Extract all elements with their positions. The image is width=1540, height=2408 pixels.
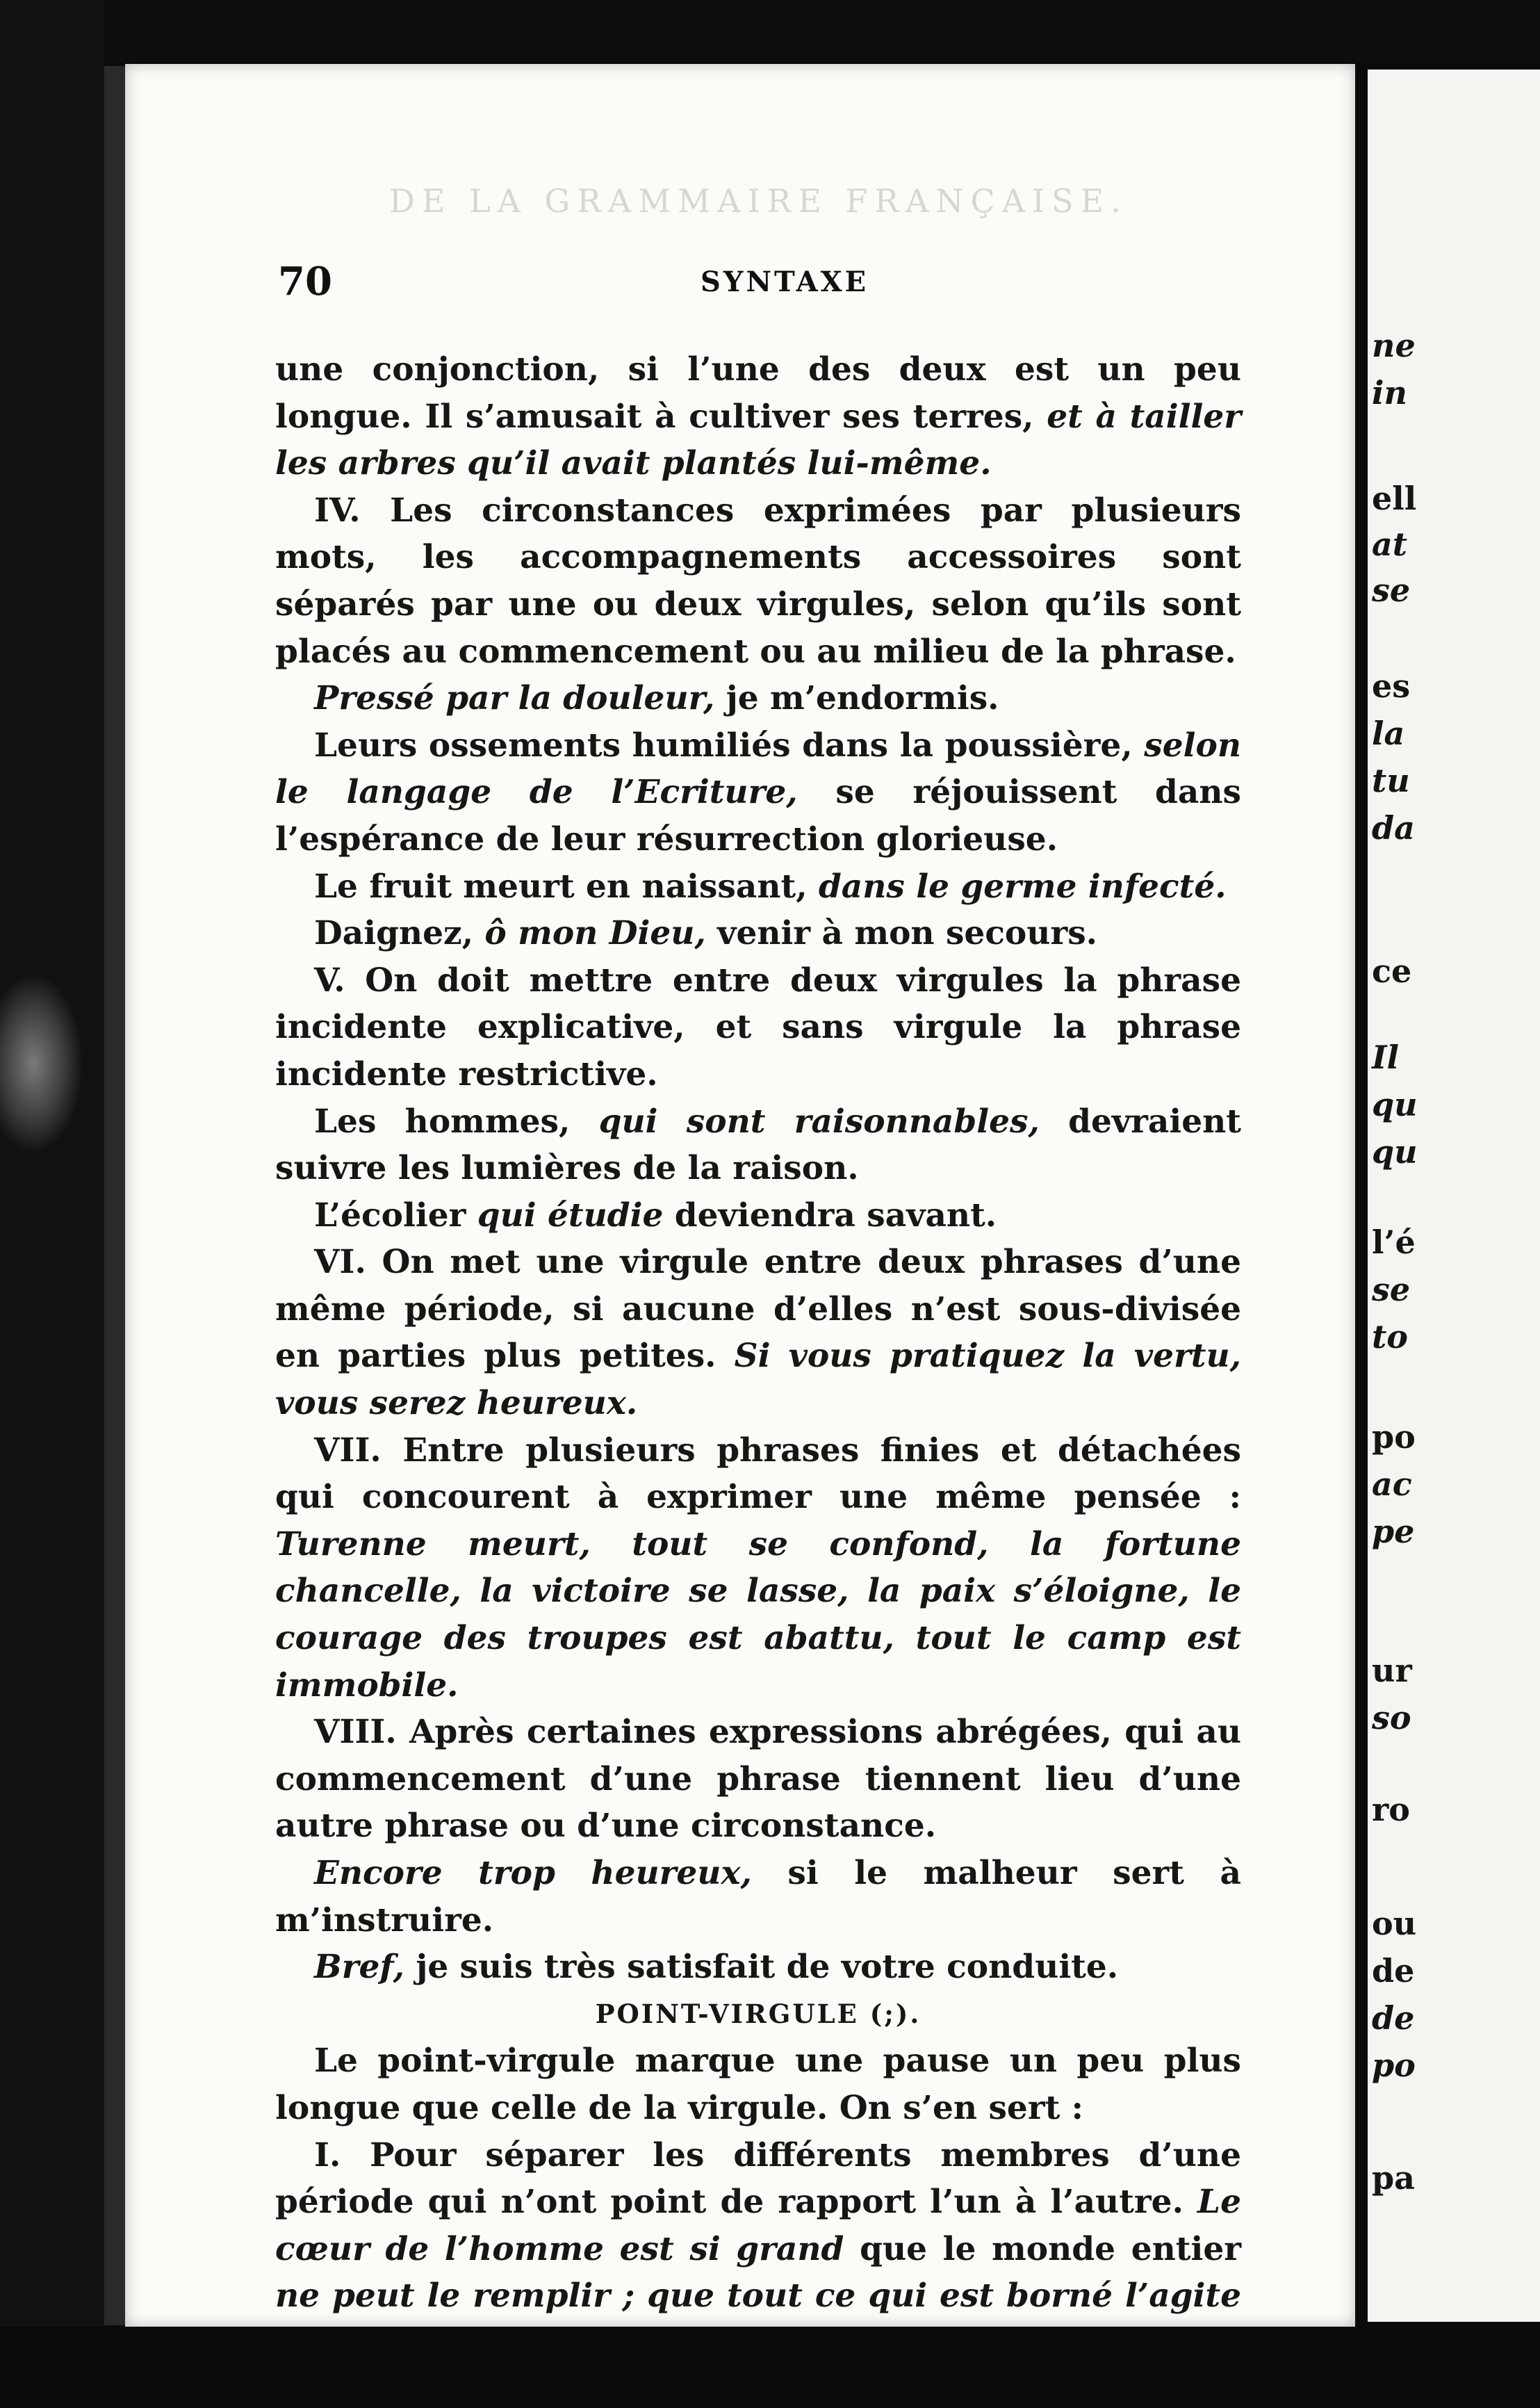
- spine-damage: [0, 973, 83, 1154]
- facing-page-fragment: se: [1372, 571, 1411, 609]
- scan-top-border: [0, 0, 1540, 63]
- paragraph: [275, 722, 1241, 863]
- facing-page-fragment: po: [1372, 2047, 1416, 2084]
- bleed-through-text: DE LA GRAMMAIRE FRANÇAISE.: [389, 182, 1128, 220]
- paragraph: [275, 1239, 1241, 1426]
- paragraph: [275, 957, 1241, 1098]
- facing-page-fragment: at: [1372, 526, 1408, 563]
- facing-page-fragment: es: [1372, 667, 1411, 705]
- facing-page-fragment: pe: [1372, 1513, 1415, 1550]
- page-number: 70: [278, 259, 332, 304]
- text-run: Daignez,: [314, 914, 485, 953]
- running-head: SYNTAXE: [701, 266, 869, 298]
- facing-page-fragment: ne: [1372, 327, 1416, 364]
- text-run: Les hommes,: [314, 1102, 599, 1141]
- paragraph: [275, 1427, 1241, 1709]
- text-run: I. Pour séparer les différents membres d’une période qui n’ont point de rapport l’un à l’autre.: [275, 2136, 1241, 2222]
- paragraph: [275, 1709, 1241, 1850]
- text-run: Le point-virgule marque une pause un peu plus longue que celle de la virgule. On s’en sert :: [275, 2042, 1241, 2127]
- facing-page-fragment: la: [1372, 715, 1405, 752]
- paragraph: [275, 675, 1241, 722]
- paragraph: [275, 1991, 1241, 2038]
- paragraph: [275, 910, 1241, 957]
- text-run: VI. On met une virgule entre deux phrases d’une même période, si aucune d’elles n’est sous-divisée en parties plus petites.: [275, 1243, 1241, 1376]
- text-run: si le malheur sert à m’instruire.: [275, 1854, 1241, 1939]
- text-run: que le monde entier: [844, 2229, 1242, 2268]
- italic-run: Le cœur de l’homme est si grand: [275, 2183, 1241, 2268]
- facing-page-fragment: qu: [1372, 1086, 1418, 1123]
- italic-run: ne peut le remplir ; que tout ce qui est borné l’agite: [275, 2277, 1241, 2316]
- facing-page-fragment: ro: [1372, 1791, 1410, 1828]
- text-run: Le fruit meurt en naissant,: [314, 867, 819, 906]
- text-run: une conjonction, si l’une des deux est un peu longue. Il s’amusait à cultiver ses terres,: [275, 350, 1241, 436]
- text-run: se réjouissent dans l’espérance de leur résurrection glorieuse.: [275, 773, 1242, 859]
- text-run: je m’endormis.: [714, 679, 999, 718]
- facing-page-fragment: pa: [1372, 2159, 1415, 2197]
- italic-run: Si vous pratiquez la vertu, vous serez heureux.: [275, 1337, 1241, 1423]
- facing-page-fragment: de: [1372, 1999, 1415, 2037]
- facing-page-fragment: l’é: [1372, 1223, 1416, 1261]
- text-run: IV. Les circonstances exprimées par plusieurs mots, les accompagnements accessoires sont séparés par une ou deux virgules, selon qu’ils sont placés au commencement ou au milieu de la phrase.: [275, 491, 1241, 671]
- facing-page-fragment: po: [1372, 1418, 1416, 1456]
- italic-run: qui étudie: [477, 1196, 664, 1235]
- facing-page-fragment: tu: [1372, 762, 1410, 799]
- italic-run: Encore trop heureux,: [314, 1854, 752, 1892]
- italic-run: et à tailler les arbres qu’il avait plantés lui-même.: [275, 397, 1241, 483]
- facing-page-fragment: so: [1372, 1699, 1411, 1736]
- facing-page-fragment: ac: [1372, 1465, 1412, 1503]
- text-run: POINT-VIRGULE (;).: [595, 1998, 921, 2029]
- text-run: devraient suivre les lumières de la raison.: [275, 1102, 1242, 1188]
- facing-page: [1368, 70, 1540, 2322]
- italic-run: Pressé par la douleur,: [314, 679, 715, 718]
- body-text: [275, 346, 1241, 2367]
- facing-page-fragment: ell: [1372, 480, 1417, 517]
- facing-page-fragment: da: [1372, 809, 1415, 847]
- italic-run: qui sont raisonnables,: [598, 1102, 1040, 1141]
- facing-page-fragment: de: [1372, 1952, 1415, 1990]
- facing-page-fragment: ce: [1372, 952, 1412, 990]
- text-run: V. On doit mettre entre deux virgules la phrase incidente explicative, et sans virgule la phrase incidente restrictive.: [275, 961, 1241, 1093]
- italic-run: Turenne meurt, tout se confond, la fortune chancelle, la victoire se lasse, la paix s’éloigne, le courage des troupes est abattu, tout le camp est immobile.: [275, 1524, 1241, 1705]
- italic-run: ô mon Dieu,: [484, 914, 706, 953]
- text-run: L’écolier: [314, 1196, 477, 1235]
- facing-page-fragment: in: [1372, 374, 1407, 412]
- page-header: [278, 259, 1251, 307]
- facing-page-fragment: ou: [1372, 1905, 1417, 1942]
- text-run: deviendra savant.: [663, 1196, 997, 1235]
- paragraph: [275, 1192, 1241, 1239]
- facing-page-fragment: to: [1372, 1318, 1408, 1356]
- italic-run: selon le langage de l’Ecriture,: [275, 726, 1241, 812]
- scan-bottom-border: [0, 2327, 1540, 2408]
- facing-page-fragment: qu: [1372, 1133, 1418, 1171]
- paragraph: [275, 863, 1241, 911]
- paragraph: [275, 346, 1241, 487]
- book-spine-shadow: [0, 0, 104, 2408]
- facing-page-fragment: ur: [1372, 1652, 1412, 1689]
- text-run: je suis très satisfait de votre conduite.: [404, 1948, 1119, 1987]
- paragraph: [275, 1850, 1241, 1944]
- text-run: VII. Entre plusieurs phrases finies et détachées qui concourent à exprimer une même pensée :: [275, 1431, 1241, 1517]
- paragraph: [275, 1944, 1241, 1991]
- text-run: Leurs ossements humiliés dans la poussière,: [314, 726, 1145, 765]
- paragraph: [275, 487, 1241, 675]
- text-run: venir à mon secours.: [705, 914, 1098, 953]
- page-edge: [104, 66, 128, 2325]
- facing-page-fragment: Il: [1372, 1039, 1399, 1076]
- italic-run: dans le germe infecté.: [818, 867, 1227, 906]
- paragraph: [275, 2037, 1241, 2131]
- italic-run: Bref,: [314, 1948, 404, 1987]
- paragraph: [275, 1098, 1241, 1192]
- text-run: VIII. Après certaines expressions abrégées, qui au commencement d’une phrase tiennent lieu d’une autre phrase ou d’une circonstance.: [275, 1713, 1241, 1846]
- facing-page-fragment: se: [1372, 1271, 1411, 1308]
